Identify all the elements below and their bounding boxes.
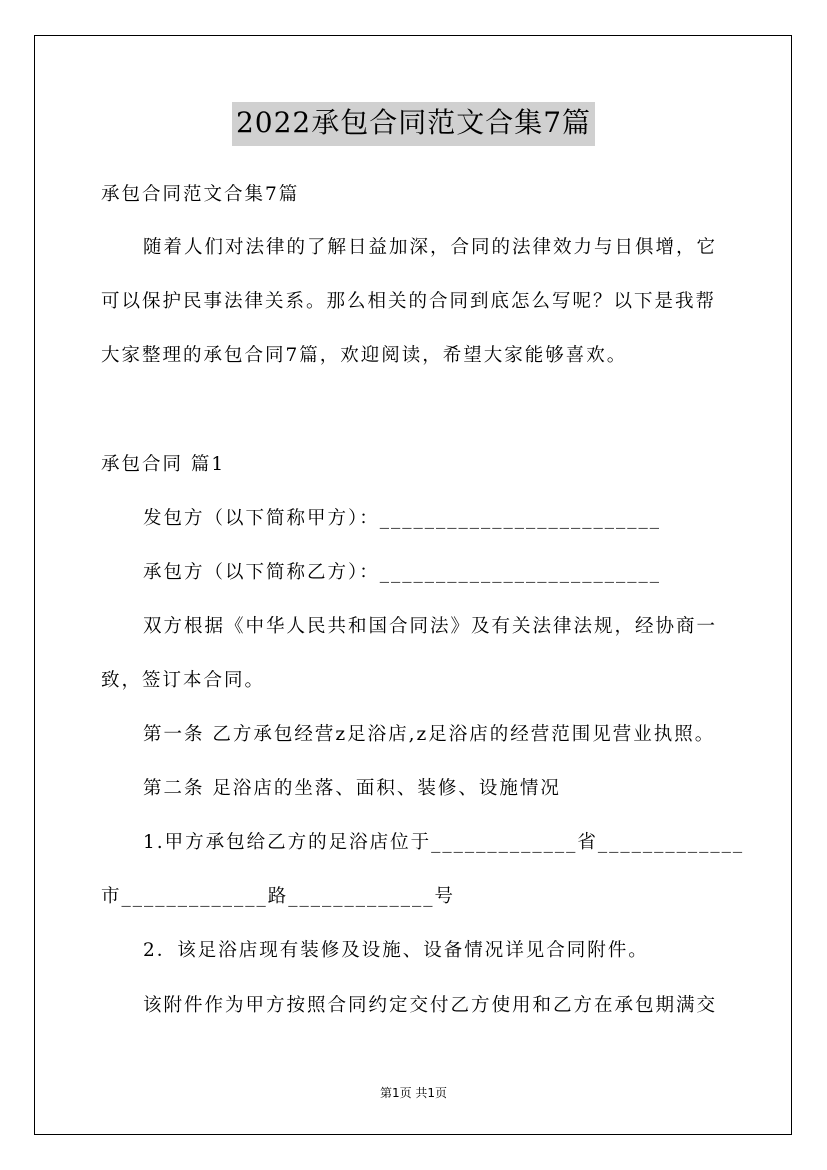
document-title-wrap xyxy=(0,102,827,146)
paragraph-line: 双方根据《中华人民共和国合同法》及有关法律法规，经协商一 xyxy=(143,616,718,637)
section-heading: 承包合同 篇1 xyxy=(101,454,226,475)
document-title: 2022承包合同范文合集7篇 xyxy=(232,102,595,146)
party-b-line: 承包方（以下简称乙方）：_________________________ xyxy=(143,562,662,583)
clause-line: 1.甲方承包给乙方的足浴店位于_____________省_____________ xyxy=(143,832,745,853)
paragraph-line: 致，签订本合同。 xyxy=(101,670,266,691)
clause-line: 第一条 乙方承包经营z足浴店,z足浴店的经营范围见营业执照。 xyxy=(143,724,716,745)
subtitle-line: 承包合同范文合集7篇 xyxy=(101,184,300,205)
paragraph-line: 大家整理的承包合同7篇，欢迎阅读，希望大家能够喜欢。 xyxy=(101,345,628,366)
party-a-line: 发包方（以下简称甲方）：_________________________ xyxy=(143,508,662,529)
paragraph-line: 可以保护民事法律关系。那么相关的合同到底怎么写呢？以下是我帮 xyxy=(101,291,717,312)
paragraph-line: 随着人们对法律的了解日益加深，合同的法律效力与日俱增，它 xyxy=(143,237,718,258)
clause-line: 第二条 足浴店的坐落、面积、装修、设施情况 xyxy=(143,778,561,799)
clause-line: 该附件作为甲方按照合同约定交付乙方使用和乙方在承包期满交 xyxy=(143,995,718,1016)
clause-line: 2．该足浴店现有装修及设施、设备情况详见合同附件。 xyxy=(143,940,649,961)
clause-line: 市_____________路_____________号 xyxy=(101,886,456,907)
page-footer: 第1页 共1页 xyxy=(379,1086,448,1100)
